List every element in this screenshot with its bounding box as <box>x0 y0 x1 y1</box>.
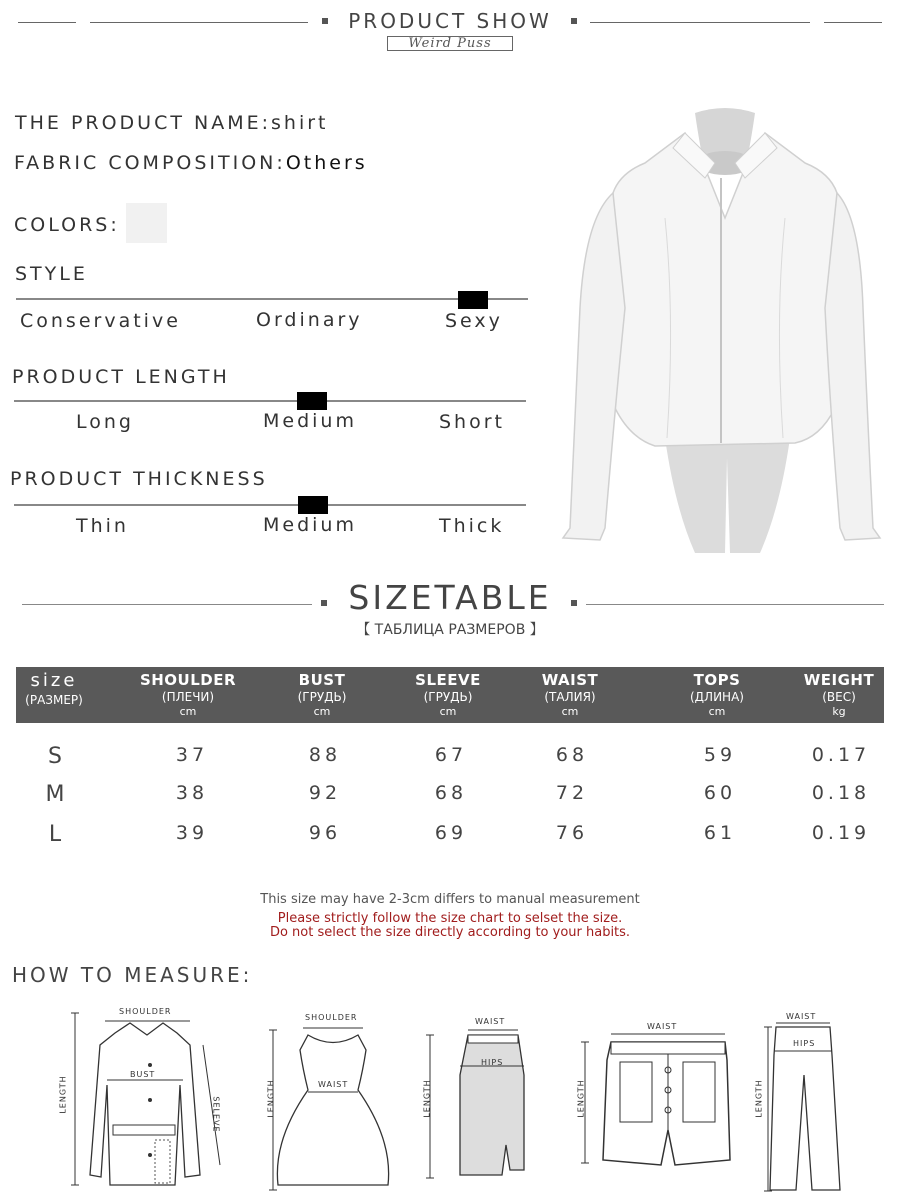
col-size-name: size <box>30 670 78 691</box>
table-row <box>0 744 900 774</box>
dress-waist-label: WAIST <box>318 1080 349 1089</box>
skirt-waist-label: WAIST <box>475 1017 506 1026</box>
shorts-outline <box>603 1042 730 1165</box>
col-sleeve <box>404 667 492 723</box>
skirt-hips-label: HIPS <box>481 1058 504 1067</box>
col-waist-ru: (ТАЛИЯ) <box>544 689 596 704</box>
dress-shoulder-label: SHOULDER <box>305 1013 358 1022</box>
cell-sleeve: 67 <box>434 744 468 766</box>
brand-subtitle: Weird Puss <box>387 36 513 51</box>
sizetable-rule-left <box>22 604 312 605</box>
dress-length-label: LENGTH <box>266 1079 276 1118</box>
style-label-conservative: Conservative <box>20 310 181 332</box>
col-sleeve-name: SLEEVE <box>415 671 481 689</box>
header-rule-left <box>90 22 308 23</box>
sizetable-title: SIZETABLE <box>348 578 552 617</box>
shorts-diagram <box>575 1020 735 1170</box>
note-tolerance: This size may have 2-3cm differs to manual measurement <box>260 892 640 907</box>
cell-size: L <box>48 822 62 847</box>
col-weight-unit: kg <box>832 704 846 718</box>
color-swatch-white[interactable] <box>126 203 167 243</box>
cell-tops: 60 <box>703 782 737 804</box>
sizetable-subtitle: 【 ТАБЛИЦА РАЗМЕРОВ 】 <box>356 622 544 638</box>
sizetable-dot-left <box>321 600 327 606</box>
style-label-ordinary: Ordinary <box>256 309 363 331</box>
col-shoulder <box>134 667 242 723</box>
sizetable-dot-right <box>571 600 577 606</box>
table-row <box>0 782 900 812</box>
col-waist-name: WAIST <box>541 671 599 689</box>
jacket-sleeve-label: SELEVE <box>211 1096 221 1133</box>
col-sleeve-ru: (ГРУДЬ) <box>423 689 473 704</box>
col-weight-name: WEIGHT <box>803 671 875 689</box>
cell-shoulder: 38 <box>175 782 209 804</box>
header-rule-right-short <box>824 22 882 23</box>
col-shoulder-unit: cm <box>179 704 197 718</box>
col-shoulder-ru: (ПЛЕЧИ) <box>161 689 215 704</box>
col-waist-unit: cm <box>561 704 579 718</box>
thickness-scale-marker <box>298 496 328 514</box>
skirt-outline <box>460 1035 524 1175</box>
cell-bust: 88 <box>308 744 342 766</box>
jacket-diagram <box>55 1005 235 1195</box>
jacket-shoulder-label: SHOULDER <box>119 1007 172 1016</box>
cell-sleeve: 69 <box>434 822 468 844</box>
page-title: PRODUCT SHOW <box>348 9 552 33</box>
table-row <box>0 822 900 852</box>
cell-size: S <box>48 744 62 769</box>
cell-shoulder: 37 <box>175 744 209 766</box>
sizetable-rule-right <box>586 604 884 605</box>
pants-length-label: LENGTH <box>754 1079 764 1118</box>
col-bust-ru: (ГРУДЬ) <box>297 689 347 704</box>
thickness-title: PRODUCT THICKNESS <box>10 468 268 490</box>
how-to-measure-title: HOW TO MEASURE: <box>12 963 253 987</box>
note-follow-chart: Please strictly follow the size chart to selset the size. <box>277 911 623 926</box>
col-tops-unit: cm <box>708 704 726 718</box>
length-scale-line <box>14 400 526 402</box>
length-label-medium: Medium <box>263 410 357 432</box>
col-waist <box>528 667 612 723</box>
style-scale-line <box>16 298 528 300</box>
size-table-header <box>16 667 884 723</box>
length-title: PRODUCT LENGTH <box>12 366 230 388</box>
colors-label: COLORS: <box>14 214 120 236</box>
jacket-length-label: LENGTH <box>58 1075 68 1114</box>
col-weight <box>798 667 880 723</box>
header-rule-left-short <box>18 22 76 23</box>
cell-waist: 72 <box>555 782 589 804</box>
length-label-long: Long <box>76 411 134 433</box>
cell-bust: 96 <box>308 822 342 844</box>
cell-weight: 0.19 <box>811 822 871 844</box>
dress-outline <box>277 1035 388 1185</box>
col-size <box>16 667 92 723</box>
thickness-label-medium: Medium <box>263 514 357 536</box>
col-tops <box>676 667 758 723</box>
product-name-value: shirt <box>271 112 329 134</box>
product-name-label: THE PRODUCT NAME: <box>15 112 272 134</box>
note-no-habits: Do not select the size directly according to your habits. <box>269 925 631 940</box>
cell-weight: 0.18 <box>811 782 871 804</box>
col-tops-ru: (ДЛИНА) <box>690 689 744 704</box>
header-dot-left <box>322 18 328 24</box>
header-dot-right <box>571 18 577 24</box>
col-tops-name: TOPS <box>693 671 741 689</box>
product-photo <box>555 108 890 558</box>
fabric-label: FABRIC COMPOSITION: <box>14 152 286 174</box>
thickness-label-thin: Thin <box>76 515 129 537</box>
shorts-length-label: LENGTH <box>576 1079 586 1118</box>
col-weight-ru: (ВЕС) <box>822 689 856 704</box>
col-bust <box>282 667 362 723</box>
thickness-scale-line <box>14 504 526 506</box>
col-size-ru: (РАЗМЕР) <box>25 692 83 707</box>
style-label-sexy: Sexy <box>445 310 503 332</box>
cell-bust: 92 <box>308 782 342 804</box>
jacket-outline <box>90 1023 200 1185</box>
col-bust-unit: cm <box>313 704 331 718</box>
cell-waist: 68 <box>555 744 589 766</box>
col-shoulder-name: SHOULDER <box>139 671 237 689</box>
pants-hips-label: HIPS <box>793 1039 816 1048</box>
thickness-label-thick: Thick <box>439 515 505 537</box>
cell-shoulder: 39 <box>175 822 209 844</box>
style-title: STYLE <box>15 263 88 285</box>
cell-sleeve: 68 <box>434 782 468 804</box>
fabric-value: Others <box>285 152 368 174</box>
style-scale-marker <box>458 291 488 309</box>
fabric-row <box>14 152 368 174</box>
cell-tops: 59 <box>703 744 737 766</box>
product-name-row <box>15 112 329 134</box>
jacket-bust-label: BUST <box>130 1070 156 1079</box>
skirt-length-label: LENGTH <box>422 1079 432 1118</box>
col-sleeve-unit: cm <box>439 704 457 718</box>
skirt-diagram <box>420 1020 535 1185</box>
cell-tops: 61 <box>703 822 737 844</box>
cell-waist: 76 <box>555 822 589 844</box>
pants-waist-label: WAIST <box>786 1012 817 1021</box>
shorts-waist-label: WAIST <box>647 1022 678 1031</box>
cell-size: M <box>45 782 65 807</box>
cell-weight: 0.17 <box>811 744 871 766</box>
dress-diagram <box>258 1010 393 1195</box>
length-label-short: Short <box>439 411 505 433</box>
header-rule-right <box>590 22 810 23</box>
length-scale-marker <box>297 392 327 410</box>
col-bust-name: BUST <box>298 671 346 689</box>
